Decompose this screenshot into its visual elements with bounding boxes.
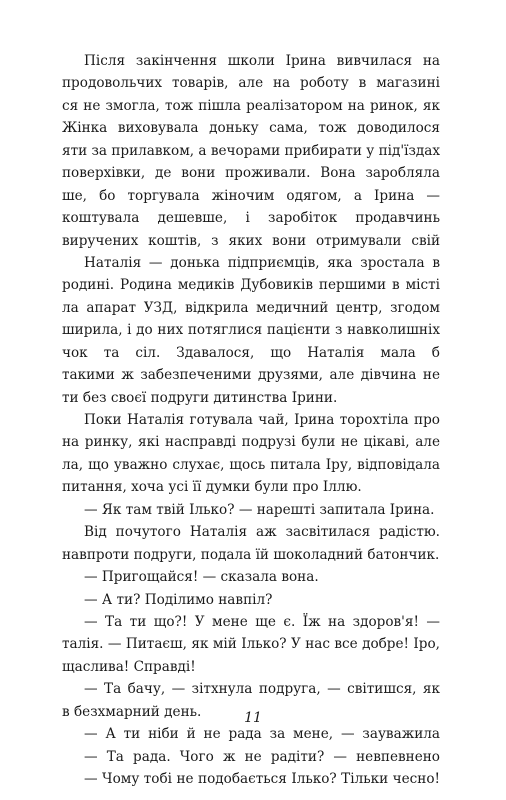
text-line: Від почутого Наталія аж засвітилася радістю. [84,524,440,541]
text-line: Наталія — донька підприємців, яка зростала в [84,254,440,271]
text-line: — Та ти що?! У мене ще є. Їж на здоров'я! — [84,613,440,630]
text-line: — Пригощайся! — сказала вона. [84,569,319,586]
text-line: ширила, і до них потяглися пацієнти з навколишніх [62,322,440,339]
body-text [62,50,440,790]
text-line: ти без своєї подруги дитинства Ірини. [62,389,338,406]
text-line: талія. — Питаєш, як мій Ілько? У нас все добре! Іро, [62,636,440,653]
text-line: — Чому тобі не подобається Ілько? Тільки чесно! [84,771,440,787]
text-line: — Як там твій Ілько? — нарешті запитала Ірина. [84,501,435,518]
text-line: щаслива! Справді! [62,658,196,675]
text-line: питання, хоча усі її думки були про Іллю. [62,479,362,496]
text-line: в безхмарний день. [62,703,202,720]
text-line: чок та сіл. Здавалося, що Наталія мала б [62,344,440,361]
text-line: продовольчих товарів, але на роботу в магазині [62,75,440,92]
text-line: такими ж забезпеченими друзями, але дівчина не [62,367,440,384]
page-number: 11 [244,710,262,726]
text-line: — А ти ніби й не рада за мене, — зауважила [84,726,440,743]
text-line: — А ти? Поділимо навпіл? [84,591,273,608]
text-line: Жінка виховувала доньку сама, тож доводилося [62,120,440,137]
text-line: Після закінчення школи Ірина вивчилася на [84,53,440,69]
text-line: яти за прилавком, а вечорами прибирати у під'їздах [62,142,440,159]
text-line: родині. Родина медиків Дубовиків першими в місті [62,277,440,294]
text-line: поверхівки, де вони проживали. Вона заробляла [62,165,440,182]
text-line: виручених коштів, з яких вони отримували свій [62,232,440,249]
text-line: ся не змогла, тож пішла реалізатором на ринок, як [62,97,440,114]
text-line: навпроти подруги, подала їй шоколадний батончик. [62,546,440,563]
text-line: — Та бачу, — зітхнула подруга, — світишся, як [84,681,440,698]
text-line: ла, що уважно слухає, щось питала Іру, відповідала [62,456,440,473]
text-line: — Та рада. Чого ж не радіти? — невпевнено [84,748,440,765]
text-line: ла апарат УЗД, відкрила медичний центр, згодом [62,299,440,316]
text-line: Поки Наталія готувала чай, Ірина торохтіла про [84,412,440,428]
text-line: на ринку, які насправді подрузі були не цікаві, але [62,434,440,451]
text-line: коштувала дешевше, і заробіток продавчинь [62,210,440,227]
text-line: ше, бо торгувала жіночим одягом, а Ірина — [62,187,440,204]
